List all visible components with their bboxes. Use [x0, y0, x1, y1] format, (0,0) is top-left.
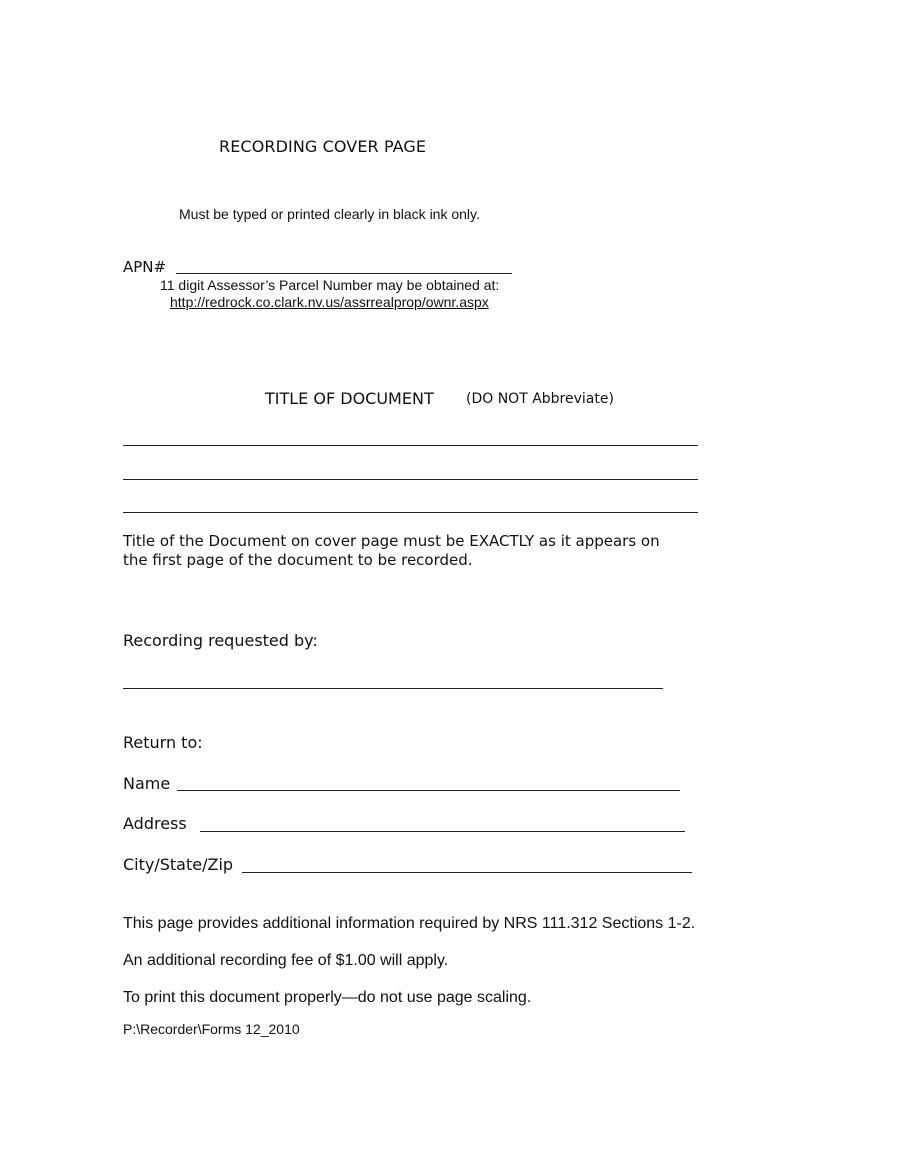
recording-requested-by-label: Recording requested by: [123, 631, 318, 650]
title-exactness-warning: Title of the Document on cover page must be EXACTLY as it appears on the first page of the document to be recorded. [123, 532, 660, 569]
city-state-zip-field-line[interactable] [242, 872, 692, 873]
apn-note: 11 digit Assessor’s Parcel Number may be obtained at: [160, 277, 500, 293]
return-to-label: Return to: [123, 733, 203, 752]
form-path-footer: P:\Recorder\Forms 12_2010 [123, 1021, 300, 1037]
do-not-abbreviate-note: (DO NOT Abbreviate) [466, 391, 614, 407]
name-field-line[interactable] [177, 790, 680, 791]
document-title-heading: TITLE OF DOCUMENT [265, 389, 434, 408]
apn-label: APN# [123, 258, 167, 276]
address-label: Address [123, 814, 187, 833]
apn-lookup-link[interactable]: http://redrock.co.clark.nv.us/assrrealprop/ownr.aspx [170, 294, 489, 310]
recording-requested-by-line[interactable] [123, 688, 663, 689]
ink-instruction: Must be typed or printed clearly in black ink only. [179, 206, 480, 222]
print-scaling-text: To print this document properly—do not use page scaling. [123, 989, 532, 1006]
recording-fee-text: An additional recording fee of $1.00 will apply. [123, 952, 449, 969]
address-field-line[interactable] [200, 831, 685, 832]
document-title-line-3[interactable] [123, 512, 698, 513]
nrs-info-text: This page provides additional information required by NRS 111.312 Sections 1-2. [123, 915, 696, 932]
apn-field-line[interactable] [176, 273, 512, 274]
name-label: Name [123, 774, 171, 793]
page-title: RECORDING COVER PAGE [219, 137, 427, 156]
document-title-line-2[interactable] [123, 479, 698, 480]
document-title-line-1[interactable] [123, 445, 698, 446]
city-state-zip-label: City/State/Zip [123, 855, 234, 874]
